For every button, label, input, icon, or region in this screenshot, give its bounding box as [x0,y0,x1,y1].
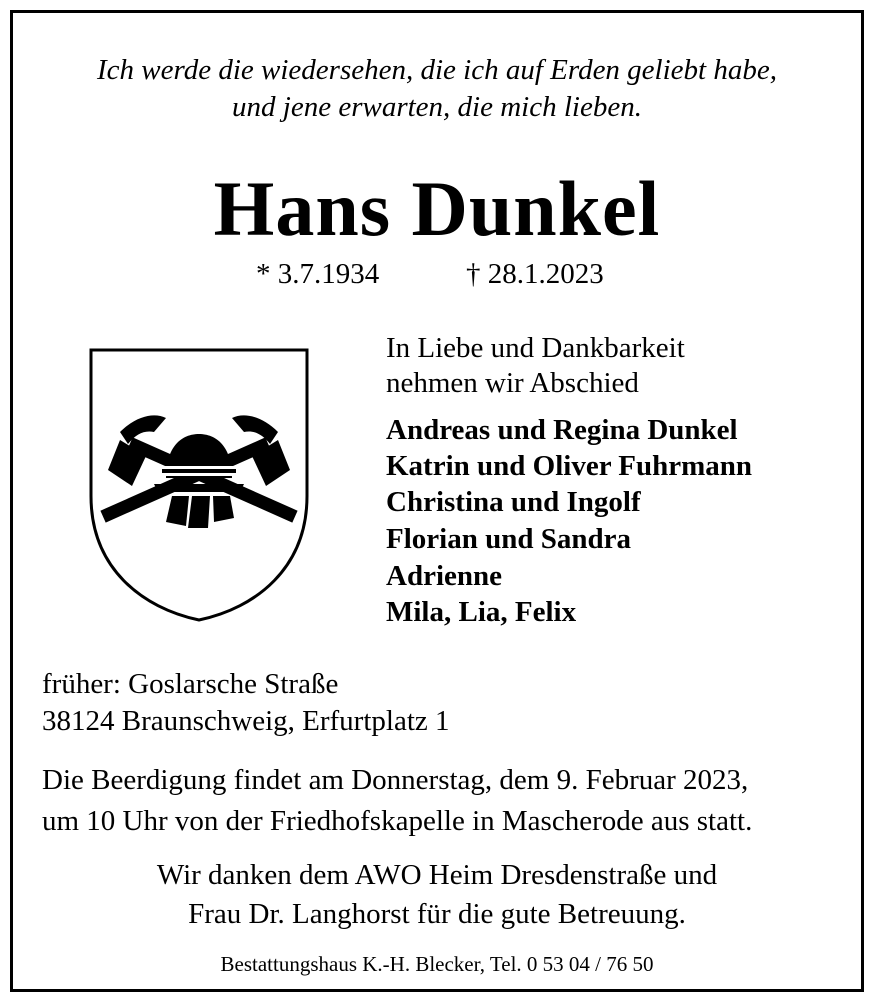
quote-line-2: und jene erwarten, die mich lieben. [232,91,642,123]
mourner-name: Christina und Ingolf [386,486,641,518]
current-address-line: 38124 Braunschweig, Erfurtplatz 1 [42,705,450,737]
deceased-name: Hans Dunkel [213,165,661,252]
mourner-name: Katrin und Oliver Fuhrmann [386,450,753,482]
mourner-name: Andreas und Regina Dunkel [386,414,738,446]
funeral-info-line-2: um 10 Uhr von der Friedhofskapelle in Mascherode aus statt. [42,805,753,837]
mourner-name: Florian und Sandra [386,523,631,555]
fire-brigade-shield-icon [84,346,314,626]
funeral-home-footer: Bestattungshaus K.-H. Blecker, Tel. 0 53 04 / 76 50 [220,952,654,976]
mourner-name: Mila, Lia, Felix [386,596,577,628]
birth-date: * 3.7.1934 [256,258,380,290]
thanks-line-2: Frau Dr. Langhorst für die gute Betreuung. [188,898,686,930]
quote-line-1: Ich werde die wiedersehen, die ich auf Erden geliebt habe, [97,54,777,86]
mourning-intro-line-2: nehmen wir Abschied [386,367,639,399]
mourning-intro-line-1: In Liebe und Dankbarkeit [386,332,685,364]
mourner-name: Adrienne [386,560,502,592]
thanks-line-1: Wir danken dem AWO Heim Dresdenstraße und [156,859,718,891]
funeral-info-line-1: Die Beerdigung findet am Donnerstag, dem 9. Februar 2023, [42,764,749,796]
death-date: † 28.1.2023 [466,258,604,290]
former-address-line: früher: Goslarsche Straße [42,668,339,700]
